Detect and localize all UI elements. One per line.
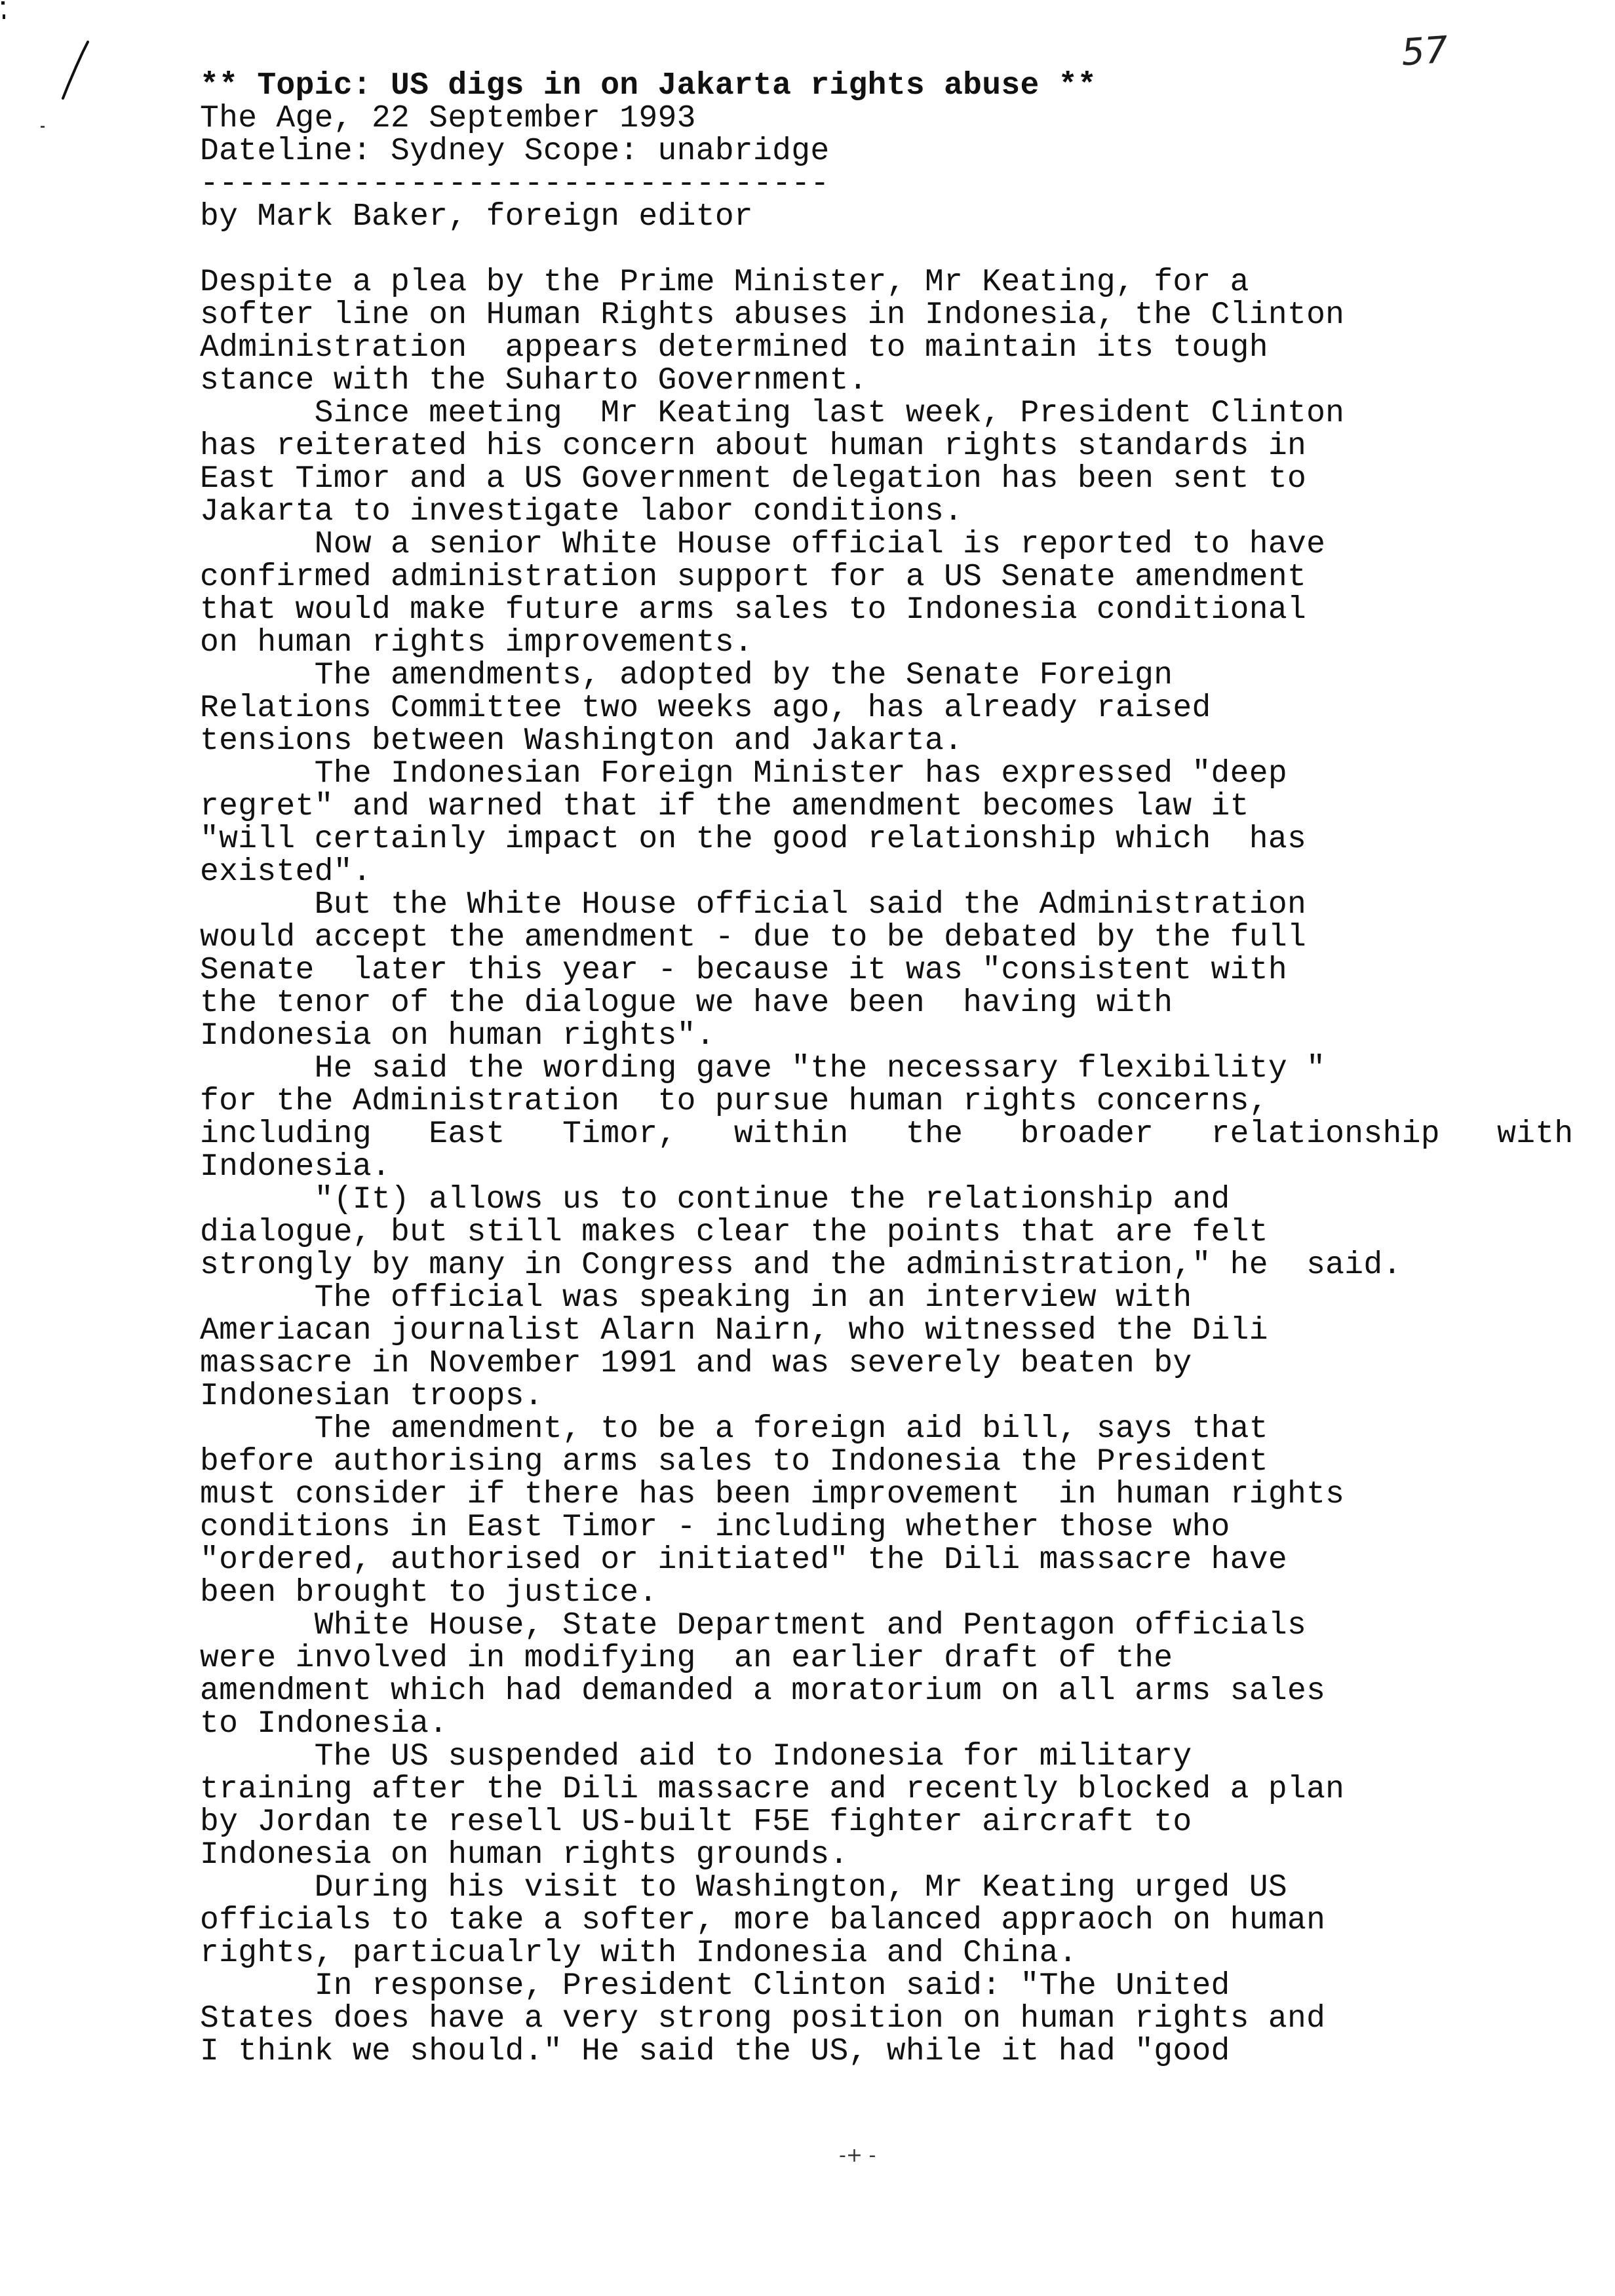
body-line: The amendment, to be a foreign aid bill, says that (200, 1411, 1268, 1447)
body-line: has reiterated his concern about human rights standards in (200, 429, 1307, 464)
body-line: including East Timor, within the broader relationship with (200, 1117, 1574, 1152)
body-line: During his visit to Washington, Mr Keating urged US (200, 1870, 1287, 1905)
body-line: East Timor and a US Government delegation has been sent to (200, 461, 1307, 497)
article-title: ** Topic: US digs in on Jakarta rights abuse ** (200, 68, 1097, 104)
article-source: The Age, 22 September 1993 (200, 101, 696, 136)
body-line: He said the wording gave "the necessary flexibility " (200, 1051, 1326, 1086)
corner-dot-mark (0, 0, 13, 26)
body-line: by Jordan te resell US-built F5E fighter aircraft to (200, 1805, 1192, 1840)
body-line: Indonesia on human rights grounds. (200, 1837, 849, 1873)
body-line: officials to take a softer, more balanced appraoch on human (200, 1903, 1326, 1938)
body-line: on human rights improvements. (200, 625, 754, 660)
body-line: that would make future arms sales to Indonesia conditional (200, 592, 1307, 628)
body-line: Administration appears determined to maintain its tough (200, 330, 1268, 366)
article-dateline: Dateline: Sydney Scope: unabridge (200, 134, 830, 169)
body-line: Relations Committee two weeks ago, has already raised (200, 691, 1211, 726)
body-line: Senate later this year - because it was "consistent with (200, 953, 1287, 988)
body-line: States does have a very strong position on human rights and (200, 2001, 1326, 2037)
footer-mark: -+ - (839, 2144, 876, 2167)
body-line: Now a senior White House official is reported to have (200, 527, 1326, 562)
body-line: training after the Dili massacre and recently blocked a plan (200, 1772, 1345, 1807)
pen-stroke-mark (56, 38, 96, 104)
body-line: regret" and warned that if the amendment becomes law it (200, 789, 1249, 824)
body-line: Jakarta to investigate labor conditions. (200, 494, 963, 529)
body-line: Indonesia. (200, 1149, 391, 1185)
body-line: The amendments, adopted by the Senate Foreign (200, 658, 1173, 693)
body-line: Since meeting Mr Keating last week, President Clinton (200, 396, 1345, 431)
body-line: Indonesia on human rights". (200, 1018, 715, 1054)
body-line: Indonesian troops. (200, 1379, 543, 1414)
body-line: were involved in modifying an earlier draft of the (200, 1641, 1173, 1676)
body-line: The official was speaking in an interview with (200, 1280, 1192, 1316)
body-line: would accept the amendment - due to be debated by the full (200, 920, 1307, 955)
body-line: "will certainly impact on the good relationship which has (200, 822, 1307, 857)
body-line: The US suspended aid to Indonesia for military (200, 1739, 1192, 1774)
body-line: for the Administration to pursue human rights concerns, (200, 1084, 1268, 1119)
body-line: In response, President Clinton said: "The United (200, 1968, 1230, 2004)
body-line: softer line on Human Rights abuses in Indonesia, the Clinton (200, 297, 1345, 333)
body-line: I think we should." He said the US, while it had "good (200, 2034, 1230, 2069)
body-line: rights, particualrly with Indonesia and China. (200, 1936, 1078, 1971)
body-line: tensions between Washington and Jakarta. (200, 723, 963, 759)
article-byline: by Mark Baker, foreign editor (200, 199, 754, 235)
body-line: "(It) allows us to continue the relationship and (200, 1182, 1230, 1217)
body-line: before authorising arms sales to Indonesia the President (200, 1444, 1268, 1480)
body-line: But the White House official said the Administration (200, 887, 1307, 923)
body-line: the tenor of the dialogue we have been having with (200, 985, 1173, 1021)
body-line: massacre in November 1991 and was severely beaten by (200, 1346, 1192, 1381)
body-line: "ordered, authorised or initiated" the Dili massacre have (200, 1542, 1287, 1578)
body-line: Ameriacan journalist Alarn Nairn, who witnessed the Dili (200, 1313, 1268, 1349)
speck-mark (39, 124, 47, 130)
header-rule: --------------------------------- (200, 166, 830, 202)
body-line: White House, State Department and Pentagon officials (200, 1608, 1307, 1643)
body-line: The Indonesian Foreign Minister has expressed "deep (200, 756, 1287, 792)
body-line: stance with the Suharto Government. (200, 363, 868, 398)
body-line: amendment which had demanded a moratorium on all arms sales (200, 1674, 1326, 1709)
body-line: must consider if there has been improvement in human rights (200, 1477, 1345, 1512)
body-line: confirmed administration support for a US Senate amendment (200, 560, 1307, 595)
body-line: to Indonesia. (200, 1706, 448, 1742)
body-line: strongly by many in Congress and the administration," he said. (200, 1248, 1402, 1283)
handwritten-page-number: 57 (1399, 28, 1450, 75)
body-line: conditions in East Timor - including whether those who (200, 1510, 1230, 1545)
body-line: Despite a plea by the Prime Minister, Mr Keating, for a (200, 265, 1249, 300)
body-line: existed". (200, 854, 372, 890)
body-line: been brought to justice. (200, 1575, 658, 1611)
body-line: dialogue, but still makes clear the points that are felt (200, 1215, 1268, 1250)
